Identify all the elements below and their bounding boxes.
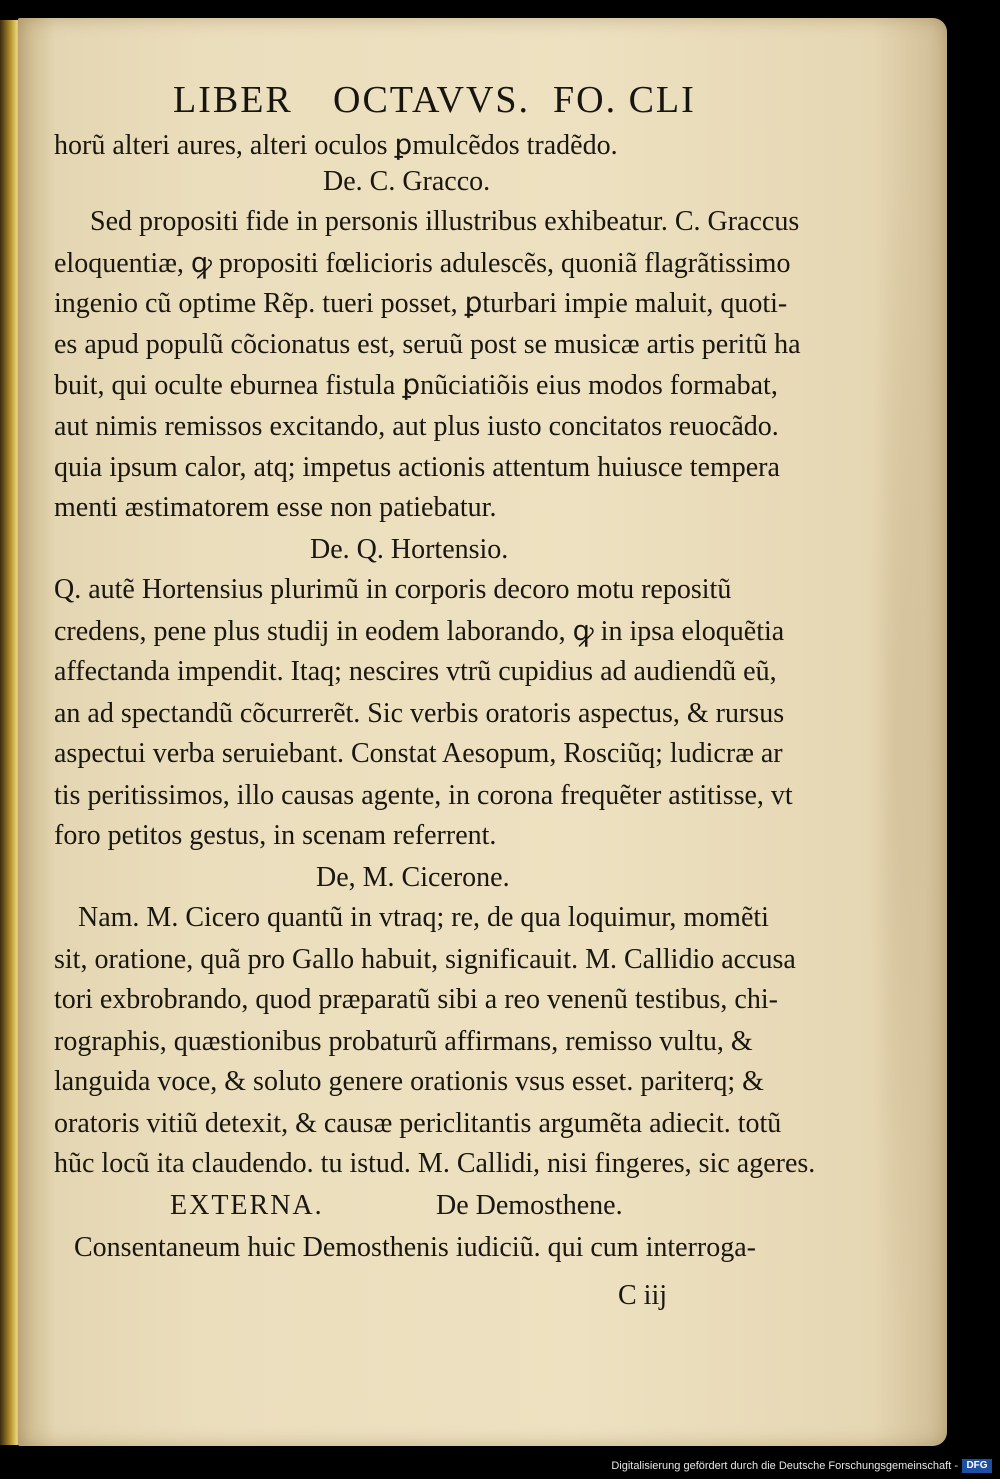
signature-mark: C iij [618,1280,668,1311]
text-line: credens, pene plus studij in eodem laborando, ꝙ in ipsa eloquẽtia [54,616,785,647]
text-line: aspectui verba seruiebant. Constat Aesopum, Rosciũq; ludicræ ar [54,738,783,769]
text-line: tori exbrobrando, quod præparatũ sibi a reo venenũ testibus, chi- [54,984,778,1015]
section-heading-demosthene: De Demosthene. [436,1190,623,1221]
text-line: aut nimis remissos excitando, aut plus iusto concitatos reuocãdo. [54,411,779,442]
text-line: affectanda impendit. Itaq; nescires vtrũ cupidius ad audiendũ eũ, [54,656,777,687]
text-line: Q. autẽ Hortensius plurimũ in corporis decoro motu repositũ [54,574,732,605]
text-line: tis peritissimos, illo causas agente, in corona frequẽter astitisse, vt [54,780,793,811]
text-line: oratoris vitiũ detexit, & causæ periclitantis argumẽta adiecit. totũ [54,1108,782,1139]
text-line: ingenio cũ optime Rẽp. tueri posset, ꝑturbari impie maluit, quoti- [54,288,788,319]
book-page [18,18,947,1446]
dfg-logo[interactable]: DFG [962,1459,992,1473]
text-line: quia ipsum calor, atq; impetus actionis attentum huiusce tempera [54,452,780,483]
section-heading-cicerone: De, M. Cicerone. [316,862,510,893]
section-heading-externa: EXTERNA. [170,1190,324,1221]
footer-bar [0,1455,1000,1479]
text-line: menti æstimatorem esse non patiebatur. [54,492,497,523]
text-line: an ad spectandũ cõcurrerẽt. Sic verbis oratoris aspectus, & rursus [54,698,785,729]
header-octavus: OCTAVVS. [333,79,531,121]
text-line: Nam. M. Cicero quantũ in vtraq; re, de qua loquimur, momẽti [78,902,769,933]
text-line: languida voce, & soluto genere orationis vsus esset. pariterq; & [54,1066,764,1097]
text-line: hũc locũ ita claudendo. tu istud. M. Callidi, nisi fingeres, sic ageres. [54,1148,816,1179]
header-folio: FO. CLI [553,79,696,121]
funding-notice: Digitalisierung gefördert durch die Deutsche Forschungsgemeinschaft - [611,1460,958,1472]
text-line: Sed propositi fide in personis illustribus exhibeatur. C. Graccus [90,206,800,237]
running-header [173,78,696,134]
paper-stain [867,148,927,1348]
text-line: Consentaneum huic Demosthenis iudiciũ. qui cum interroga- [74,1232,756,1263]
section-heading-gracco: De. C. Gracco. [323,166,491,197]
text-line: sit, oratione, quã pro Gallo habuit, significauit. M. Callidio accusa [54,944,796,975]
text-line: es apud populũ cõcionatus est, seruũ post se musicæ artis peritũ ha [54,329,801,360]
text-line: horũ alteri aures, alteri oculos ꝑmulcẽdos tradẽdo. [54,130,618,161]
text-line: rographis, quæstionibus probaturũ affirmans, remisso vultu, & [54,1026,753,1057]
text-line: foro petitos gestus, in scenam referrent. [54,820,497,851]
text-line: eloquentiæ, ꝙ propositi fœlicioris adulescẽs, quoniã flagrãtissimo [54,248,791,279]
text-line: buit, qui oculte eburnea fistula ꝑnũciatiõis eius modos formabat, [54,370,778,401]
section-heading-hortensio: De. Q. Hortensio. [310,534,509,565]
header-liber: LIBER [173,79,293,121]
